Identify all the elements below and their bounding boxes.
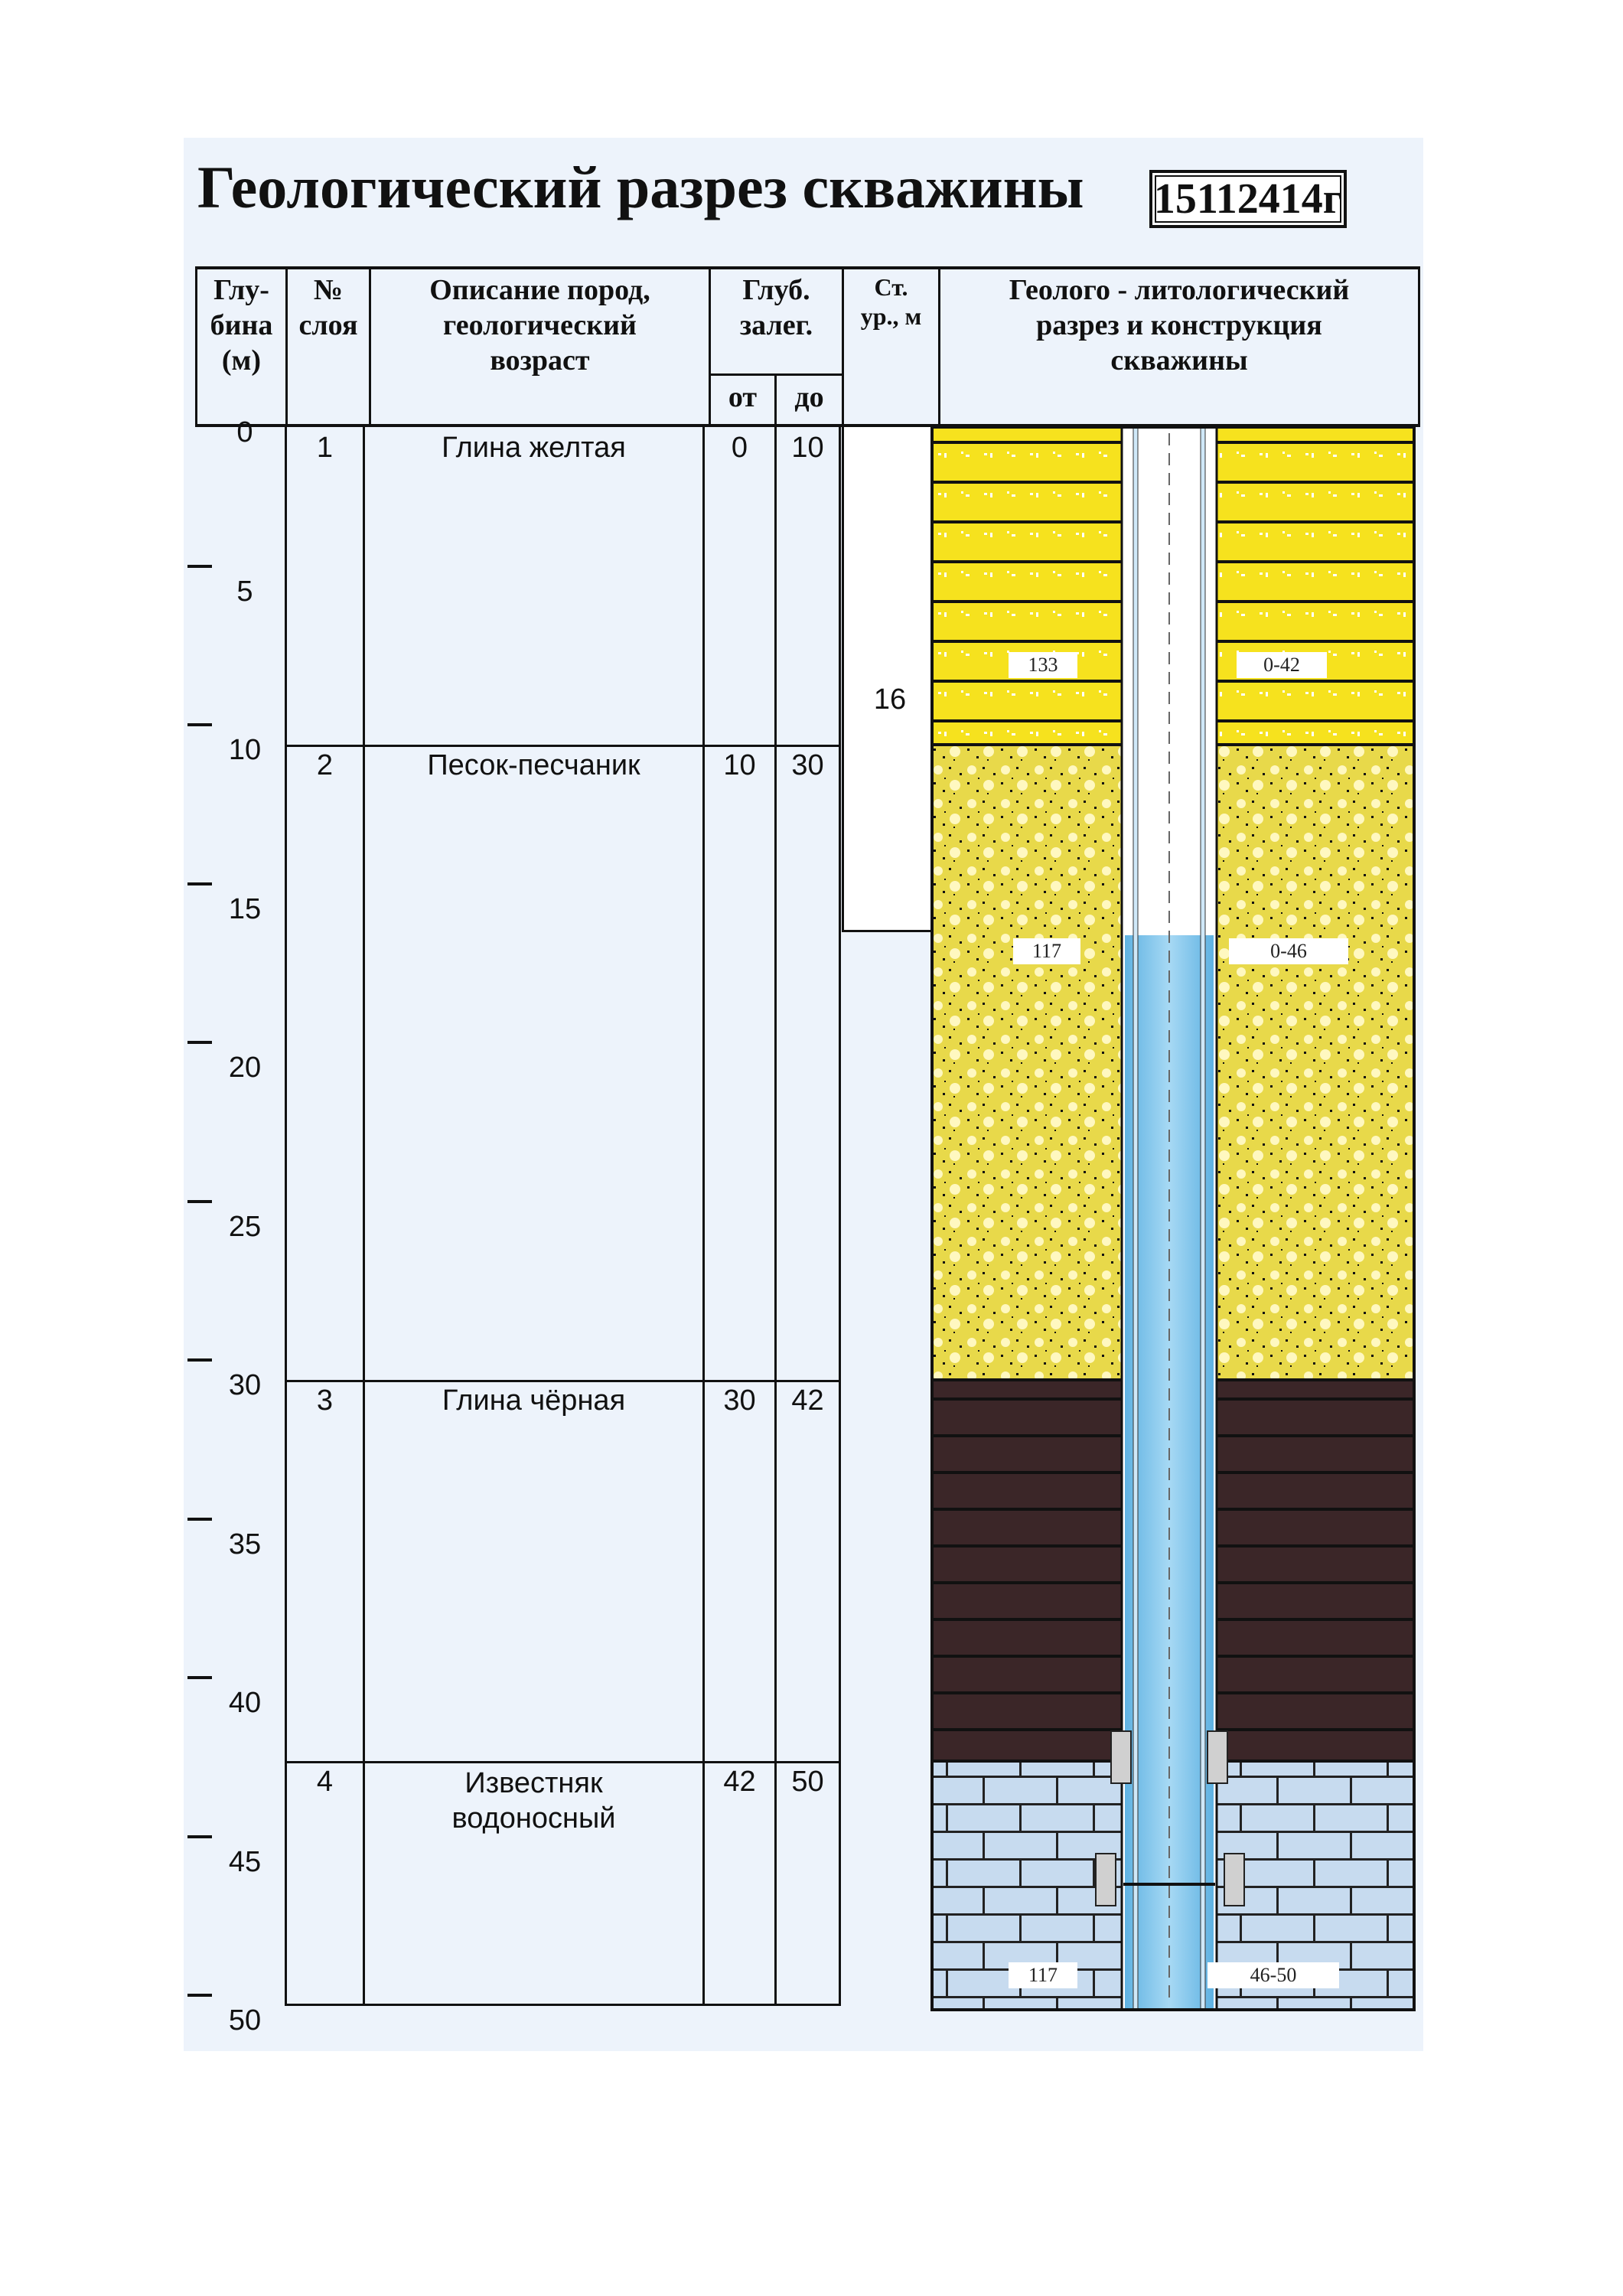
table-top-line bbox=[195, 266, 1419, 269]
layer-boundary-line bbox=[285, 745, 841, 747]
casing-inner-right bbox=[1201, 427, 1205, 2011]
layer-depth-to: 50 bbox=[791, 1766, 824, 1798]
depth-label: 15 bbox=[228, 892, 262, 925]
page-title: Геологический разрез скважины bbox=[197, 154, 1084, 220]
depth-tick bbox=[187, 1835, 212, 1838]
well-id-box: 15112414г bbox=[1149, 170, 1347, 228]
depth-label: 10 bbox=[228, 734, 262, 766]
layer-number: 4 bbox=[316, 1766, 334, 1798]
static-level-box bbox=[842, 427, 938, 932]
static-level-value: 16 bbox=[873, 683, 907, 716]
depth-tick bbox=[187, 1518, 212, 1521]
section-col-right bbox=[1418, 266, 1420, 427]
layer-boundary-line bbox=[285, 1761, 841, 1763]
header-static-level: Ст. ур., м bbox=[860, 273, 922, 330]
header-description: Описание пород, геологический возраст bbox=[429, 274, 650, 377]
depth-tick bbox=[187, 1358, 212, 1362]
end-col-line bbox=[839, 427, 841, 2005]
casing-label-diameter-2: 117 bbox=[1013, 938, 1080, 964]
depth-label: 45 bbox=[228, 1845, 262, 1878]
depth-label: 35 bbox=[228, 1528, 262, 1561]
casing-label-diameter-3: 117 bbox=[1009, 1962, 1077, 1988]
layer-depth-to: 42 bbox=[791, 1384, 824, 1417]
lithology-section bbox=[930, 426, 1417, 2011]
casing-label-interval-3: 46-50 bbox=[1207, 1962, 1339, 1988]
layer-description: Глина желтая bbox=[442, 432, 626, 464]
depth-tick bbox=[187, 1994, 212, 1997]
layer-description-line: Известняк bbox=[464, 1767, 603, 1799]
packer-left-1 bbox=[1111, 1731, 1131, 1783]
layer-boundary-line bbox=[285, 1380, 841, 1382]
header-to: до bbox=[794, 381, 824, 413]
casing-label-interval-1: 0-42 bbox=[1237, 652, 1327, 678]
depth-tick bbox=[187, 882, 212, 885]
depth-tick bbox=[187, 723, 212, 726]
layer-number: 1 bbox=[316, 432, 334, 464]
header-occurrence: Глуб. залег. bbox=[739, 274, 813, 341]
depth-tick bbox=[187, 1041, 212, 1044]
layer-depth-from: 30 bbox=[723, 1384, 756, 1417]
layer-depth-to: 10 bbox=[791, 432, 824, 464]
layer-depth-from: 10 bbox=[723, 749, 756, 781]
layer-description bbox=[365, 1766, 702, 1836]
packer-right-1 bbox=[1207, 1731, 1227, 1783]
packer-right-2 bbox=[1224, 1854, 1244, 1906]
header-layer-no: № слоя bbox=[298, 274, 358, 341]
depth-tick bbox=[187, 1676, 212, 1679]
header-from: от bbox=[728, 381, 758, 413]
depth-label: 5 bbox=[236, 575, 253, 608]
packer-left-2 bbox=[1096, 1854, 1116, 1906]
depth-tick bbox=[187, 565, 212, 568]
layer-description: Глина чёрная bbox=[442, 1384, 626, 1417]
casing-label-interval-2: 0-46 bbox=[1229, 938, 1348, 964]
depth-label: 20 bbox=[228, 1052, 262, 1084]
casing-label-diameter-1: 133 bbox=[1009, 652, 1077, 678]
layer-number: 2 bbox=[316, 749, 334, 781]
layer-depth-from: 42 bbox=[723, 1766, 756, 1798]
layer-number: 3 bbox=[316, 1384, 334, 1417]
depth-label: 25 bbox=[228, 1210, 262, 1243]
layer-depth-from: 0 bbox=[731, 432, 748, 464]
depth-label: 50 bbox=[228, 2004, 262, 2037]
header-section: Геолого - литологический разрез и конструкция скважины bbox=[1009, 274, 1350, 377]
depth-label: 30 bbox=[228, 1369, 262, 1401]
layer-depth-to: 30 bbox=[791, 749, 824, 781]
table-bottom-line bbox=[285, 2004, 841, 2006]
depth-label: 0 bbox=[236, 416, 253, 448]
layer-description-line: водоносный bbox=[451, 1802, 616, 1835]
casing-inner-left bbox=[1133, 427, 1138, 2011]
layer-description: Песок-песчаник bbox=[427, 749, 640, 781]
depth-tick bbox=[187, 1200, 212, 1203]
depth-label: 40 bbox=[228, 1687, 262, 1719]
header-depth: Глу- бина (м) bbox=[210, 274, 273, 377]
